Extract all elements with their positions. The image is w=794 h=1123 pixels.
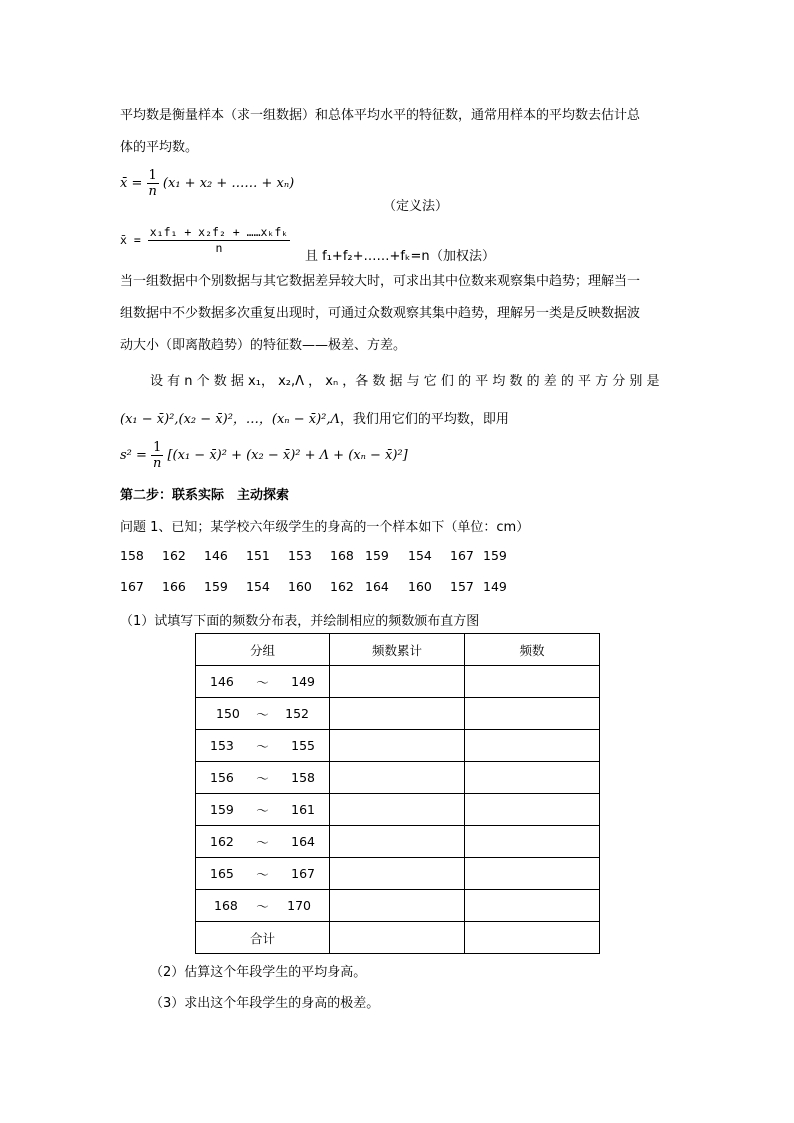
definition-method-label: （定义法）	[383, 199, 449, 214]
group-cell: 162 ～ 164	[196, 826, 330, 858]
group-cell: 168 ～ 170	[196, 890, 330, 922]
header-cumulative: 频数累计	[330, 634, 465, 666]
variance-body: [(x₁ − x̄)² + (x₂ − x̄)² + Λ + (xₙ − x̄)²]	[167, 448, 408, 463]
question-2: （2）估算这个年段学生的平均身高。	[150, 965, 367, 980]
data-value: 159	[483, 548, 507, 563]
header-group: 分组	[196, 634, 330, 666]
frequency-cell[interactable]	[465, 890, 600, 922]
data-value: 154	[408, 548, 432, 563]
para3-line-2-text: ，我们用它们的平均数，即用	[339, 412, 509, 427]
question-1: （1）试填写下面的频数分布表，并绘制相应的频数颁布直方图	[120, 614, 480, 629]
cumulative-cell[interactable]	[330, 890, 465, 922]
data-value: 158	[120, 548, 144, 563]
frequency-table	[195, 633, 600, 954]
data-value: 149	[483, 579, 507, 594]
data-value: 160	[288, 579, 312, 594]
table-row	[196, 890, 600, 922]
total-label: 合计	[196, 922, 330, 954]
frequency-cell[interactable]	[465, 698, 600, 730]
step2-title: 第二步：联系实际 主动探索	[120, 488, 290, 503]
weighted-mean-formula	[120, 225, 290, 256]
table-row	[196, 666, 600, 698]
data-value: 162	[162, 548, 186, 563]
data-value: 159	[204, 579, 228, 594]
table-row	[196, 826, 600, 858]
total-frequency-cell[interactable]	[465, 922, 600, 954]
weighted-fraction: $\frac{\text{x₁f₁ + x₂f₂ + ……xₖfₖ}}{n}$	[149, 225, 289, 255]
group-cell: 159 ～ 161	[196, 794, 330, 826]
cumulative-cell[interactable]	[330, 858, 465, 890]
frequency-cell[interactable]	[465, 858, 600, 890]
para2-line-1: 当一组数据中个别数据与其它数据差异较大时，可求出其中位数来观察集中趋势；理解当一	[120, 274, 641, 289]
table-row	[196, 698, 600, 730]
table-row	[196, 794, 600, 826]
data-value: 154	[246, 579, 270, 594]
header-frequency: 频数	[465, 634, 600, 666]
variance-fraction: $\frac{1}{n}$	[153, 440, 162, 471]
para2-line-3: 动大小（即离散趋势）的特征数——极差、方差。	[120, 338, 407, 353]
group-cell: 165 ～ 167	[196, 858, 330, 890]
mean-fraction: $\frac{1}{n}$	[148, 168, 157, 199]
para2-line-2: 组数据中不少数据多次重复出现时，可通过众数观察其集中趋势，理解另一类是反映数据波	[120, 306, 641, 321]
data-value: 159	[365, 548, 389, 563]
frequency-cell[interactable]	[465, 762, 600, 794]
weighted-method-label: （加权法）	[430, 249, 496, 264]
cumulative-cell[interactable]	[330, 666, 465, 698]
cumulative-cell[interactable]	[330, 762, 465, 794]
mean-definition-formula	[120, 168, 294, 199]
group-cell: 153 ～ 155	[196, 730, 330, 762]
frequency-cell[interactable]	[465, 826, 600, 858]
data-value: 153	[288, 548, 312, 563]
data-value: 160	[408, 579, 432, 594]
data-value: 164	[365, 579, 389, 594]
cumulative-cell[interactable]	[330, 698, 465, 730]
cumulative-cell[interactable]	[330, 826, 465, 858]
weighted-condition: 且 f₁+f₂+……+fₖ=n	[305, 249, 430, 264]
variance-formula	[120, 440, 408, 471]
data-value: 166	[162, 579, 186, 594]
data-value: 167	[450, 548, 474, 563]
problem1-text: 问题 1、已知；某学校六年级学生的身高的一个样本如下（单位：cm）	[120, 520, 530, 535]
weighted-lhs: x̄ =	[120, 233, 141, 247]
table-row	[196, 858, 600, 890]
group-cell: 156 ～ 158	[196, 762, 330, 794]
question-3: （3）求出这个年段学生的身高的极差。	[150, 996, 380, 1011]
group-cell: 150 ～ 152	[196, 698, 330, 730]
frequency-cell[interactable]	[465, 730, 600, 762]
intro-line-2: 体的平均数。	[120, 140, 199, 155]
cumulative-cell[interactable]	[330, 794, 465, 826]
frequency-cell[interactable]	[465, 794, 600, 826]
intro-line-1: 平均数是衡量样本（求一组数据）和总体平均水平的特征数，通常用样本的平均数去估计总	[120, 108, 641, 123]
cumulative-cell[interactable]	[330, 730, 465, 762]
para3-line-1: 设 有 n 个 数 据 x₁， x₂,Λ ， xₙ ，各 数 据 与 它 们 的 平 均 数 的 差 的 平 方 分 别 是	[150, 374, 660, 389]
deviation-terms: (x₁ − x̄)²,(x₂ − x̄)²，…，(xₙ − x̄)²,Λ	[120, 412, 340, 427]
data-value: 167	[120, 579, 144, 594]
total-cumulative-cell[interactable]	[330, 922, 465, 954]
table-row	[196, 762, 600, 794]
data-value: 151	[246, 548, 270, 563]
data-value: 162	[330, 579, 354, 594]
table-header-row	[196, 634, 600, 666]
mean-lhs: x̄ =	[120, 176, 143, 191]
mean-body: (x₁ + x₂ + …… + xₙ)	[162, 176, 295, 191]
table-row	[196, 730, 600, 762]
frequency-cell[interactable]	[465, 666, 600, 698]
variance-lhs: s² =	[120, 448, 147, 463]
data-value: 157	[450, 579, 474, 594]
table-total-row	[196, 922, 600, 954]
data-value: 146	[204, 548, 228, 563]
data-value: 168	[330, 548, 354, 563]
group-cell: 146 ～ 149	[196, 666, 330, 698]
para3-line-2	[120, 408, 509, 427]
